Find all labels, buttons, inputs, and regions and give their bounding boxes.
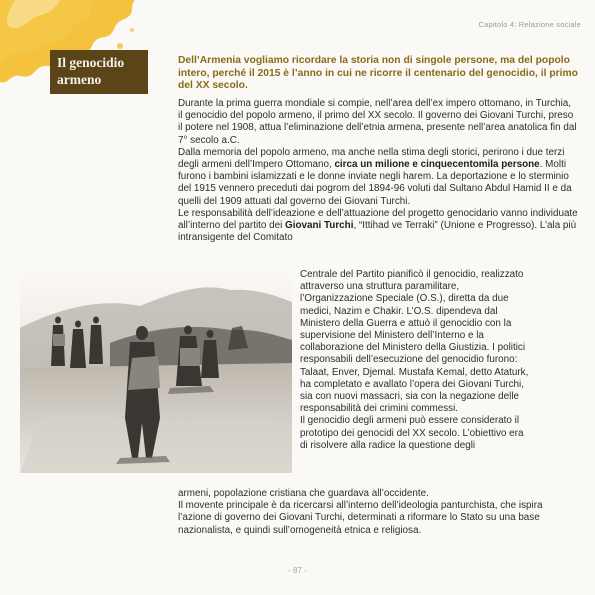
paragraph-5: Il movente principale è da ricercarsi all’interno dell’ideologia panturchista, che ispira l’azione di governo dei Giovani Turchi, determinati a riformare lo Stato su una base nazionalista, e quindi sull’omogeneità etnica e religiosa. xyxy=(178,500,543,536)
paragraph-2: Dalla memoria del popolo armeno, ma anche nella stima degli storici, perirono i due terzi degli armeni dell’Impero Ottomano, circa un milione e cinquecentomila persone. Molti furono i bambini islamizzati e le donne inviate negli harem. La deportazione e lo sterminio del 1915 vennero preceduti dai pogrom del 1894-96 voluti dal Sultano Abdul Hamid II e da quelli del 1909 attuati dal governo dei Giovani Turchi. xyxy=(178,146,572,207)
paragraph-3: Le responsabilità dell’ideazione e dell’attuazione del progetto genocidario vanno individuate all’interno del partito dei Giovani Turchi, “Ittihad ve Terraki” (Unione e Progresso). L’ala più intransigente del Comitato xyxy=(178,207,578,244)
chapter-header: Capitolo 4: Relazione sociale xyxy=(478,20,581,29)
section-title-line1: Il genocidio xyxy=(57,55,125,70)
paragraph-1: Durante la prima guerra mondiale si compie, nell’area dell’ex impero ottomano, in Turchia, il genocidio del popolo armeno, il primo del XX secolo. Il governo dei Giovani Turchi, preso il potere nel 1908, attua l’eliminazione dell’etnia armena, presente nell’area anatolica fin dal 7° secolo a.C. xyxy=(178,98,577,146)
paragraph-4: Il genocidio degli armeni può essere considerato il prototipo dei genocidi del XX secolo. L’obiettivo era di risolvere alla radice la questione degli xyxy=(300,415,524,451)
section-title xyxy=(50,50,148,94)
section-title-line2: armeno xyxy=(57,72,102,87)
body-text-bottom xyxy=(178,488,578,537)
lead-paragraph: Dell’Armenia vogliamo ricordare la storia non di singole persone, ma del popolo intero, perché il 2015 è l’anno in cui ne ricorre il centenario del genocidio, il primo del XX secolo. xyxy=(178,55,578,91)
bold-victims-count: circa un milione e cinquecentomila persone xyxy=(334,159,540,171)
paragraph-4-continued: armeni, popolazione cristiana che guardava all’occidente. xyxy=(178,488,429,499)
body-text-right-of-photo xyxy=(300,269,530,452)
bold-party-name: Giovani Turchi xyxy=(285,220,354,232)
historical-photo-deportation xyxy=(20,268,292,473)
page-number: - 87 - xyxy=(288,566,307,575)
paragraph-3-continued: Centrale del Partito pianificò il genocidio, realizzato attraverso una struttura paramilitare, l’Organizzazione Speciale (O.S.), diretta da due medici, Nazim e Chakir. L’O.S. dipendeva dal Ministero della Guerra e attuò il genocidio con la supervisione del Ministero dell’Interno e la collaborazione del Ministero della Giustizia. I politici responsabili dell’esecuzione del genocidio furono: Talaat, Enver, Djemal. Mustafa Kemal, detto Ataturk, ha completato e avallato l’opera dei Giovani Turchi, sia con nuovi massacri, sia con la negazione delle responsabilità dei crimini commessi. xyxy=(300,269,529,415)
body-text-top xyxy=(178,98,578,244)
